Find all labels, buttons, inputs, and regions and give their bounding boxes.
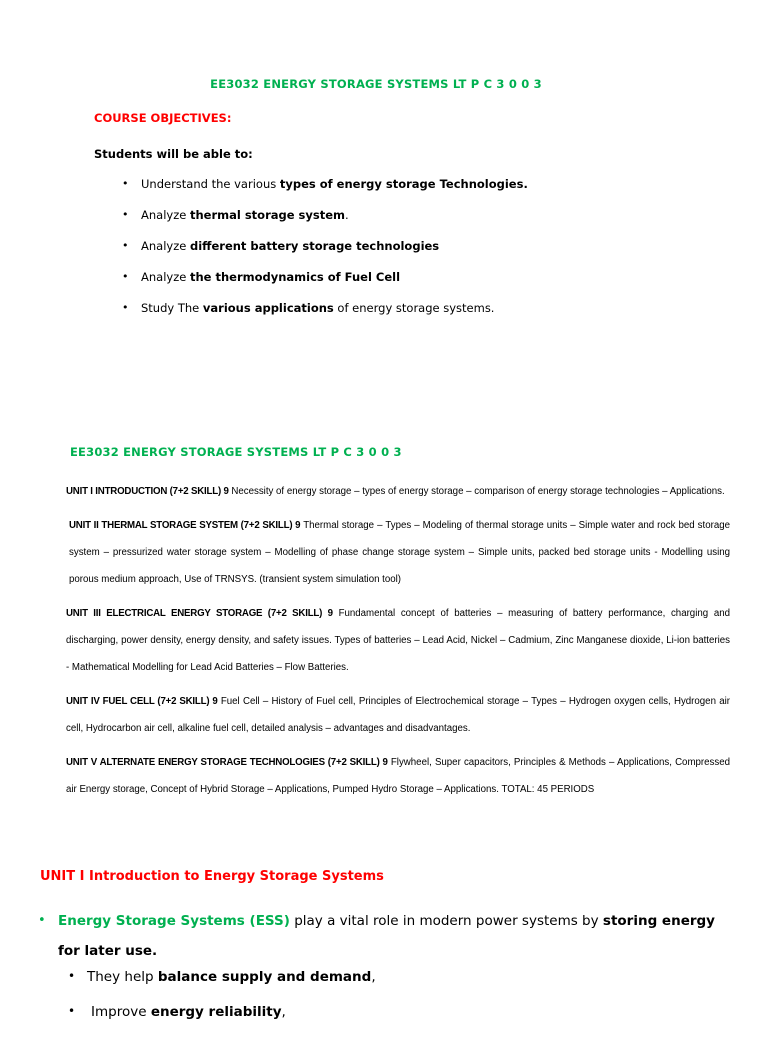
unit-heading: UNIT I INTRODUCTION (7+2 SKILL) 9 <box>66 486 229 497</box>
unit-heading: UNIT II THERMAL STORAGE SYSTEM (7+2 SKILL) 9 <box>69 520 301 531</box>
syllabus-unit-5: UNIT V ALTERNATE ENERGY STORAGE TECHNOLOGIES (7+2 SKILL) 9 Flywheel, Super capacitors, Principles & Methods – Applications, Compressed air Energy storage, Concept of Hybrid Storage – Applications, Pumped Hydro Storage – Applications. TOTAL: 45 PERIODS <box>66 757 730 795</box>
course-title: EE3032 ENERGY STORAGE SYSTEMS LT P C 3 0 0 3 <box>210 77 542 91</box>
unit-heading: UNIT V ALTERNATE ENERGY STORAGE TECHNOLOGIES (7+2 SKILL) 9 <box>66 757 388 768</box>
syllabus-title: EE3032 ENERGY STORAGE SYSTEMS LT P C 3 0 0 3 <box>70 445 402 459</box>
ess-paragraph: Energy Storage Systems (ESS) play a vital role in modern power systems by storing energy for later use. <box>58 913 715 959</box>
unit-heading: UNIT IV FUEL CELL (7+2 SKILL) 9 <box>66 696 218 707</box>
unit-heading: UNIT III ELECTRICAL ENERGY STORAGE (7+2 SKILL) 9 <box>66 608 333 619</box>
objective-item: • Analyze the thermodynamics of Fuel Cell <box>122 270 528 301</box>
syllabus-unit-4: UNIT IV FUEL CELL (7+2 SKILL) 9 Fuel Cell – History of Fuel cell, Principles of Electrochemical storage – Types – Hydrogen oxygen cells, Hydrogen air cell, Hydrocarbon air cell, alkaline fuel cell, detailed analysis – advantages and disadvantages. <box>66 696 730 734</box>
ess-bullet: • <box>38 913 46 928</box>
sub-point: • Improve energy reliability, <box>68 1004 376 1039</box>
syllabus-unit-3: UNIT III ELECTRICAL ENERGY STORAGE (7+2 SKILL) 9 Fundamental concept of batteries – measuring of battery performance, charging and discharging, power density, energy density, and safety issues. Types of batteries – Lead Acid, Nickel – Cadmium, Zinc Manganese dioxide, Li-ion batteries - Mathematical Modelling for Lead Acid Batteries – Flow Batteries. <box>66 608 730 673</box>
unit1-title: UNIT I Introduction to Energy Storage Systems <box>40 869 384 884</box>
syllabus-unit-1: UNIT I INTRODUCTION (7+2 SKILL) 9 Necessity of energy storage – types of energy storage – comparison of energy storage technologies – Applications. <box>66 486 725 497</box>
objective-item: • Study The various applications of energy storage systems. <box>122 301 528 332</box>
objective-item: • Analyze thermal storage system. <box>122 208 528 239</box>
objective-item: • Analyze different battery storage technologies <box>122 239 528 270</box>
students-line: Students will be able to: <box>94 147 253 161</box>
objective-item: • Understand the various types of energy storage Technologies. <box>122 177 528 208</box>
objectives-heading: COURSE OBJECTIVES: <box>94 111 232 125</box>
syllabus-unit-2: UNIT II THERMAL STORAGE SYSTEM (7+2 SKILL) 9 Thermal storage – Types – Modeling of thermal storage units – Simple water and rock bed storage system – pressurized water storage system – Modelling of phase change storage system – Simple units, packed bed storage units - Modelling using porous medium approach, Use of TRNSYS. (transient system simulation tool) <box>69 520 730 585</box>
syllabus-body <box>66 478 730 810</box>
objectives-list <box>122 177 528 332</box>
sub-point: • They help balance supply and demand, <box>68 969 376 1004</box>
ess-sub-points <box>68 969 376 1039</box>
ess-term: Energy Storage Systems (ESS) <box>58 913 290 929</box>
